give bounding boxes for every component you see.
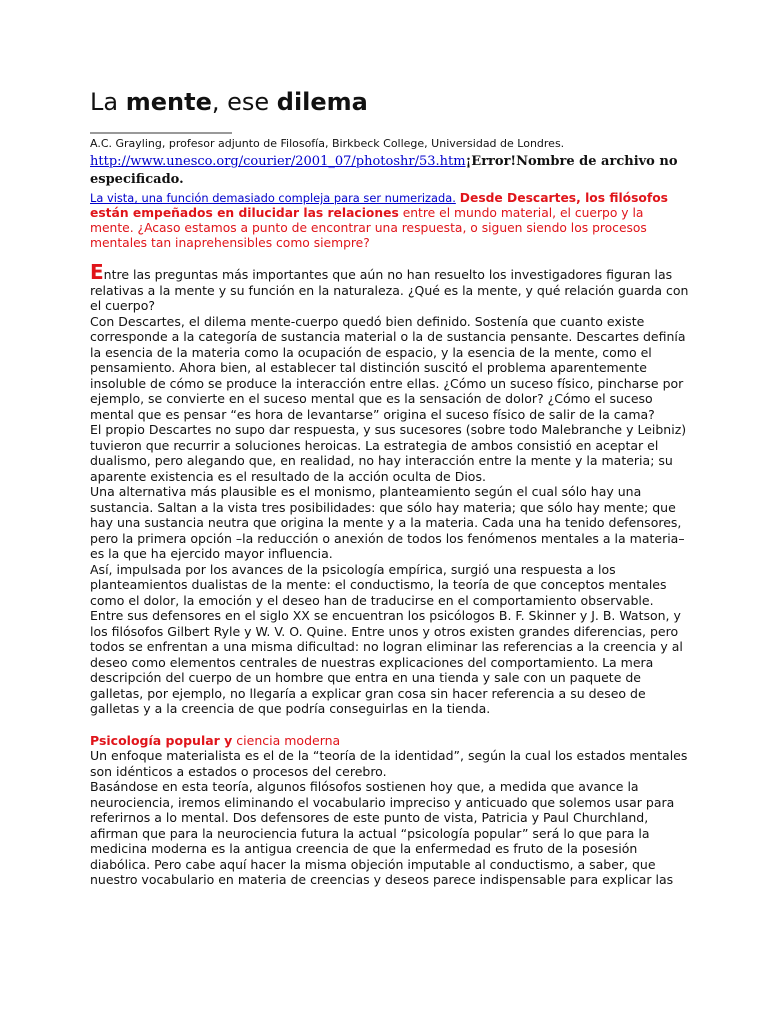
source-line xyxy=(90,153,690,189)
paragraph-5: Así, impulsada por los avances de la psicología empírica, surgió una respuesta a los planteamientos dualistas de la mente: el conductismo, la teoría de que conceptos mentales como el dolor, la emoción y el deseo han de traducirse en el comportamiento observable. Entre sus defensores en el siglo XX se encuentran los psicólogos B. F. Skinner y J. B. Watson, y los filósofos Gilbert Ryle y W. V. O. Quine. Entre unos y otros existen grandes diferencias, pero todos se enfrentan a una misma dificultad: no logran eliminar las referencias a la creencia y al deseo como elementos centrales de nuestras explicaciones del comportamiento. La mera descripción del cuerpo de un hombre que entra en una tienda y sale con un paquete de galletas, por ejemplo, no llegaría a explicar gran cosa sin hacer referencia a su deseo de galletas y a la creencia de que podría conseguirlas en la tienda. xyxy=(90,561,683,716)
file-error-text: ¡Error!Nombre de archivo no especificado. xyxy=(90,154,678,187)
page-title xyxy=(90,86,690,118)
title-bold-2: dilema xyxy=(276,88,368,116)
paragraph-1-text: ntre las preguntas más importantes que aún no han resuelto los investigadores figuran las relativas a la mente y su función en la naturaleza. ¿Qué es la mente, y qué relación guarda con el cuerpo? xyxy=(90,267,689,313)
paragraph-1 xyxy=(90,260,690,314)
title-part-2: , ese xyxy=(211,88,277,116)
section-heading-bold: Psicología popular y xyxy=(90,732,233,748)
author-line: A.C. Grayling, profesor adjunto de Filosofía, Birkbeck College, Universidad de Londres. xyxy=(90,137,565,150)
section-heading-rest: ciencia moderna xyxy=(232,732,341,748)
title-part-1: La xyxy=(90,88,126,116)
section-paragraph-1: Un enfoque materialista es el de la “teoría de la identidad”, según la cual los estados mentales son idénticos a estados o procesos del cerebro. xyxy=(90,748,688,779)
article-body xyxy=(90,260,690,717)
paragraph-4: Una alternativa más plausible es el monismo, planteamiento según el cual sólo hay una sustancia. Saltan a la vista tres posibilidades: que sólo hay materia; que sólo hay mente; que hay una sustancia neutra que origina la mente y a la materia. Cada una ha tenido defensores, pero la primera opción –la reducción o anexión de todos los fenómenos mentales a la materia– es la que ha ejercido mayor influencia. xyxy=(90,484,685,561)
section-paragraph-2: Basándose en esta teoría, algunos filósofos sostienen hoy que, a medida que avance la neurociencia, iremos eliminando el vocabulario impreciso y anticuado que solemos usar para referirnos a lo mental. Dos defensores de este punto de vista, Patricia y Paul Churchland, afirman que para la neurociencia futura la actual “psicología popular” será lo que para la medicina moderna es la antigua creencia de que la enfermedad es fruto de la posesión diabólica. Pero cabe aquí hacer la misma objeción imputable al conductismo, a saber, que nuestro vocabulario en materia de creencias y deseos parece indispensable para explicar las xyxy=(90,779,675,887)
drop-cap: E xyxy=(90,260,104,284)
source-link[interactable]: http://www.unesco.org/courier/2001_07/photoshr/53.htm xyxy=(90,154,466,169)
caption-rest: entre el mundo material, el cuerpo y la mente. ¿Acaso estamos a punto de encontrar una respuesta, o siguen siendo los procesos mentales tan inaprehensibles como siempre? xyxy=(90,206,647,250)
image-caption xyxy=(90,191,690,251)
article xyxy=(90,86,690,888)
title-bold-1: mente xyxy=(125,88,212,116)
paragraph-3: El propio Descartes no supo dar respuesta, y sus sucesores (sobre todo Malebranche y Leibniz) tuvieron que recurrir a soluciones heroicas. La estrategia de ambos consistió en aceptar el dualismo, pero alegando que, en realidad, no hay interacción entre la mente y la materia; su aparente existencia es el resultado de la acción oculta de Dios. xyxy=(90,422,687,484)
section-heading xyxy=(90,733,690,749)
caption-bold: Desde Descartes, los filósofos están empeñados en dilucidar las relaciones xyxy=(90,191,668,220)
section-body xyxy=(90,748,690,888)
paragraph-2: Con Descartes, el dilema mente-cuerpo quedó bien definido. Sostenía que cuanto existe corresponde a la categoría de sustancia material o la de sustancia pensante. Descartes definía la esencia de la materia como la ocupación de espacio, y la esencia de la mente, como el pensamiento. Ahora bien, al establecer tal distinción suscitó el problema aparentemente insoluble de cómo se produce la interacción entre ellas. ¿Cómo un suceso físico, pincharse por ejemplo, se convierte en el suceso mental que es la sensación de dolor? ¿Cómo el suceso mental que es pensar “es hora de levantarse” origina el suceso físico de salir de la cama? xyxy=(90,313,686,422)
title-divider xyxy=(90,132,232,134)
caption-link[interactable]: La vista, una función demasiado compleja para ser numerizada. xyxy=(90,191,456,205)
